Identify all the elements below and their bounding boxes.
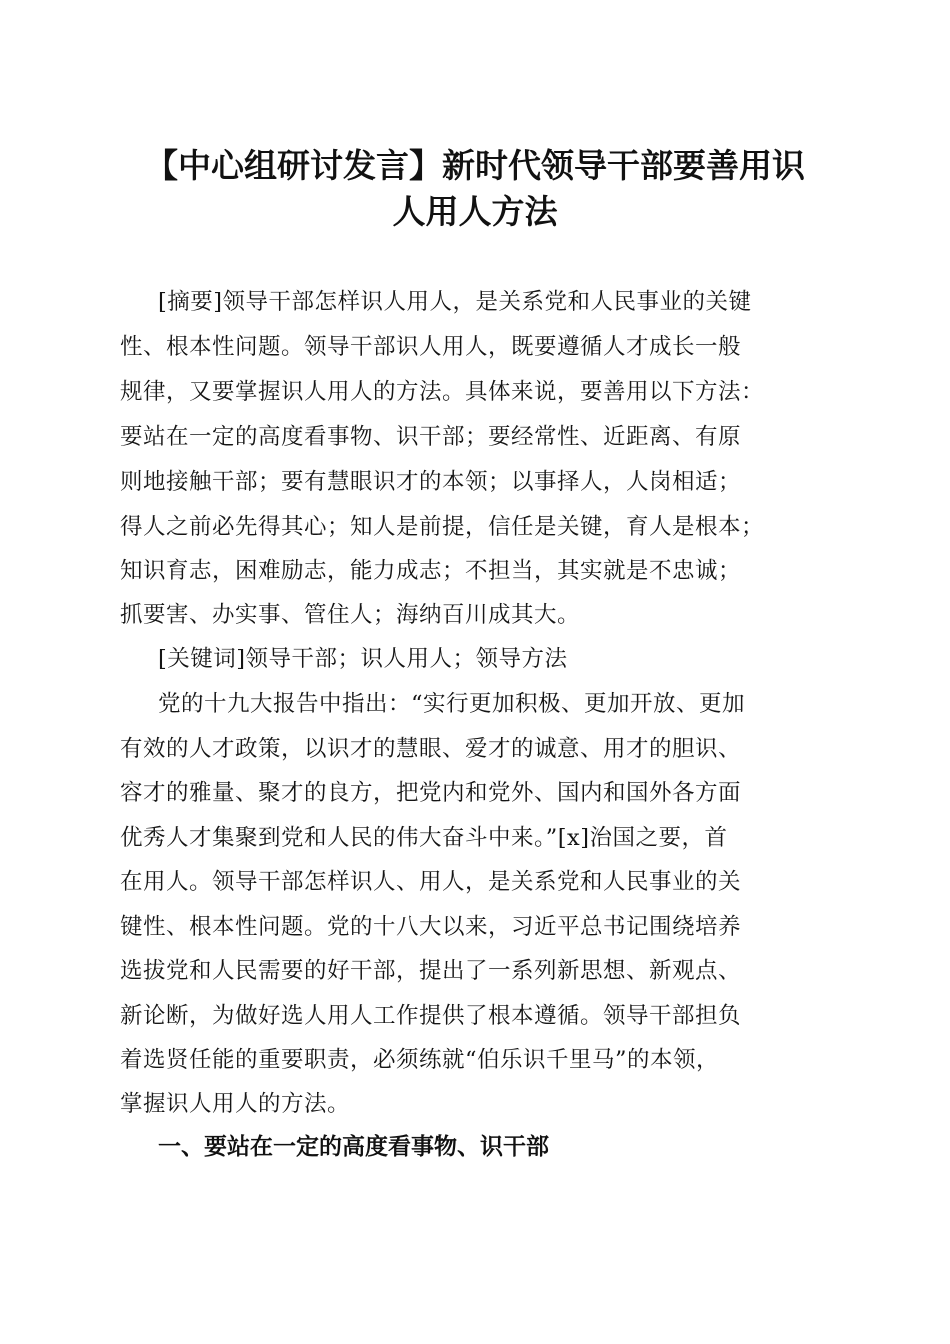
- body-line: 掌握识人用人的方法。: [120, 1091, 351, 1117]
- document-title-line-1: 【中心组研讨发言】新时代领导干部要善用识: [145, 146, 805, 185]
- body-line: 优秀人才集聚到党和人民的伟大奋斗中来。”[x]治国之要，首: [120, 825, 728, 851]
- body-line: 新论断，为做好选人用人工作提供了根本遵循。领导干部担负: [120, 1003, 742, 1029]
- abstract-line: 得人之前必先得其心；知人是前提，信任是关键，育人是根本；: [120, 514, 765, 540]
- body-line: 容才的雅量、聚才的良方，把党内和党外、国内和国外各方面: [120, 780, 742, 806]
- abstract-line: 知识育志，困难励志，能力成志；不担当，其实就是不忠诚；: [120, 558, 742, 584]
- body-line: 有效的人才政策，以识才的慧眼、爱才的诚意、用才的胆识、: [120, 736, 742, 762]
- abstract-line: 性、根本性问题。领导干部识人用人，既要遵循人才成长一般: [120, 334, 742, 360]
- body-line: 党的十九大报告中指出：“实行更加积极、更加开放、更加: [158, 691, 746, 717]
- body-line: 选拔党和人民需要的好干部，提出了一系列新思想、新观点、: [120, 958, 742, 984]
- abstract-line: 规律，又要掌握识人用人的方法。具体来说，要善用以下方法：: [120, 379, 765, 405]
- abstract-line: [摘要]领导干部怎样识人用人，是关系党和人民事业的关键: [158, 289, 752, 315]
- body-line: 在用人。领导干部怎样识人、用人，是关系党和人民事业的关: [120, 869, 742, 895]
- section-heading: 一、要站在一定的高度看事物、识干部: [158, 1134, 549, 1160]
- abstract-line: 要站在一定的高度看事物、识干部；要经常性、近距离、有原: [120, 424, 742, 450]
- abstract-line: 抓要害、办实事、管住人；海纳百川成其大。: [120, 602, 581, 628]
- body-line: 着选贤任能的重要职责，必须练就“伯乐识千里马”的本领，: [120, 1047, 720, 1073]
- abstract-line: 则地接触干部；要有慧眼识才的本领；以事择人，人岗相适；: [120, 469, 742, 495]
- keywords-line: [关键词]领导干部；识人用人；领导方法: [158, 646, 568, 672]
- document-title-line-2: 人用人方法: [392, 192, 558, 231]
- body-line: 键性、根本性问题。党的十八大以来，习近平总书记围绕培养: [120, 914, 742, 940]
